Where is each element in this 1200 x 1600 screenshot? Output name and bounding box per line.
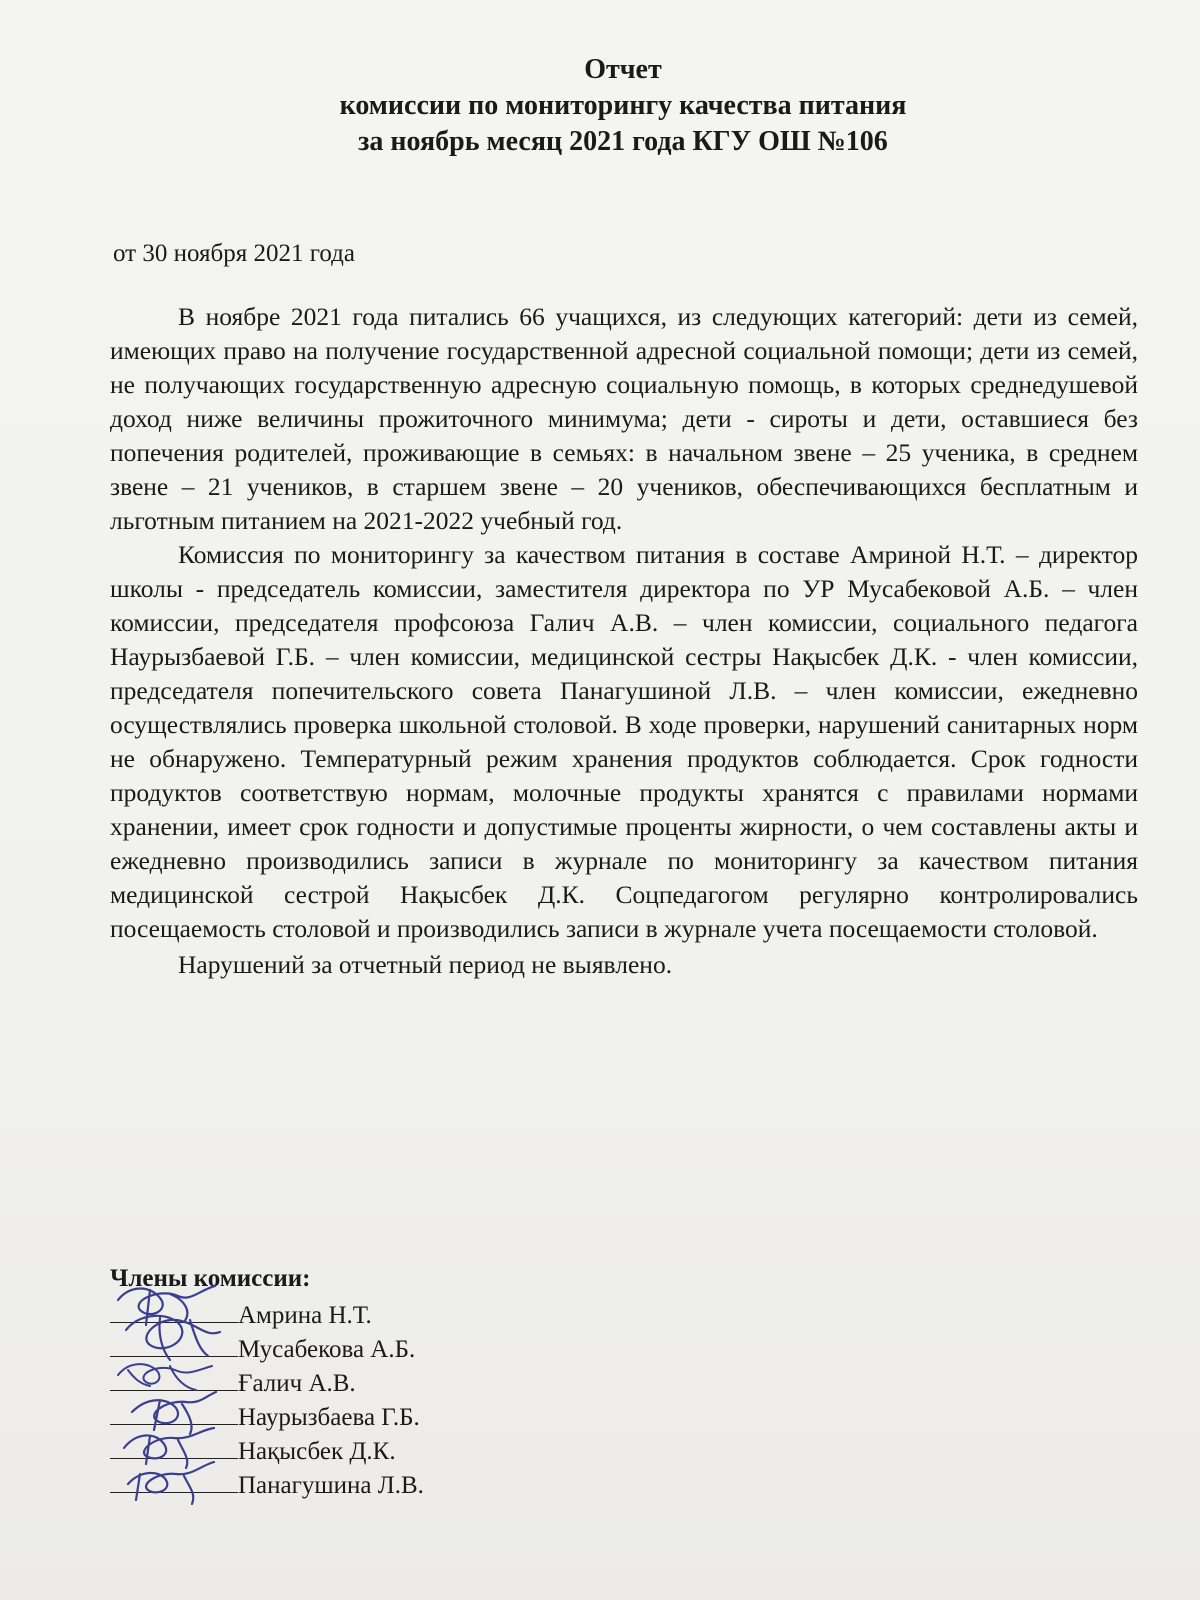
- title-line-3: за ноябрь месяц 2021 года КГУ ОШ №106: [358, 126, 888, 157]
- paragraph-commission: Комиссия по мониторингу за качеством питания в составе Амриной Н.Т. – директор школы - председатель комиссии, заместителя директора по УР Мусабековой А.Б. – член комиссии, председателя профсоюза Галич А.В. – член комиссии, социального педагога Наурызбаевой Г.Б. – член комиссии, медицинской сестры Нақысбек Д.К. - член комиссии, председателя попечительского совета Панагушиной Л.В. – член комиссии, ежедневно осуществлялись проверка школьной столовой. В ходе проверки, нарушений санитарных норм не обнаружено. Температурный режим хранения продуктов соблюдается. Срок годности продуктов соответствую нормам, молочные продукты хранятся с правилами нормами хранении, имеет срок годности и допустимые проценты жирности, о чем составлены акты и ежедневно производились записи в журнале по мониторингу за качеством питания медицинской сестрой Нақысбек Д.К. Соцпедагогом регулярно контролировались посещаемость столовой и производились записи в журнале учета посещаемости столовой.: [110, 540, 1138, 943]
- member-row: [110, 1330, 424, 1364]
- report-date: от 30 ноября 2021 года: [113, 240, 355, 267]
- title-line-2: комиссии по мониторингу качества питания: [339, 90, 907, 121]
- member-name: Мусабекова А.Б.: [238, 1336, 416, 1363]
- title-line-1: Отчет: [584, 54, 662, 85]
- member-name: Наурызбаева Г.Б.: [238, 1404, 420, 1431]
- member-name: Панагушина Л.В.: [238, 1472, 424, 1499]
- signature-line: [110, 1330, 238, 1357]
- signature-line: [110, 1296, 238, 1323]
- member-row: [110, 1296, 424, 1330]
- signature-line: [110, 1398, 238, 1425]
- member-row: [110, 1398, 424, 1432]
- paragraph-students: В ноябре 2021 года питались 66 учащихся, из следующих категорий: дети из семей, имеющих право на получение государственной адресной социальной помощи; дети из семей, не получающих государственную адресную социальную помощь, в которых среднедушевой доход ниже величины прожиточного минимума; дети - сироты и дети, оставшиеся без попечения родителей, проживающие в семьях: в начальном звене – 25 ученика, в среднем звене – 21 учеников, в старшем звене – 20 учеников, обеспечивающихся бесплатным и льготным питанием на 2021-2022 учебный год.: [110, 302, 1138, 535]
- signature-line: [110, 1364, 238, 1391]
- member-name: Ғалич А.В.: [238, 1370, 356, 1397]
- member-name: Амрина Н.Т.: [238, 1302, 372, 1329]
- member-row: [110, 1432, 424, 1466]
- document-title: [0, 52, 1200, 160]
- member-row: [110, 1466, 424, 1500]
- commission-members: [110, 1262, 424, 1500]
- signature-line: [110, 1466, 238, 1493]
- member-row: [110, 1364, 424, 1398]
- member-name: Нақысбек Д.К.: [238, 1438, 396, 1465]
- paragraph-conclusion: Нарушений за отчетный период не выявлено.: [178, 950, 673, 979]
- members-heading: Члены комиссии:: [110, 1265, 311, 1292]
- report-body: [110, 300, 1138, 982]
- signature-line: [110, 1432, 238, 1459]
